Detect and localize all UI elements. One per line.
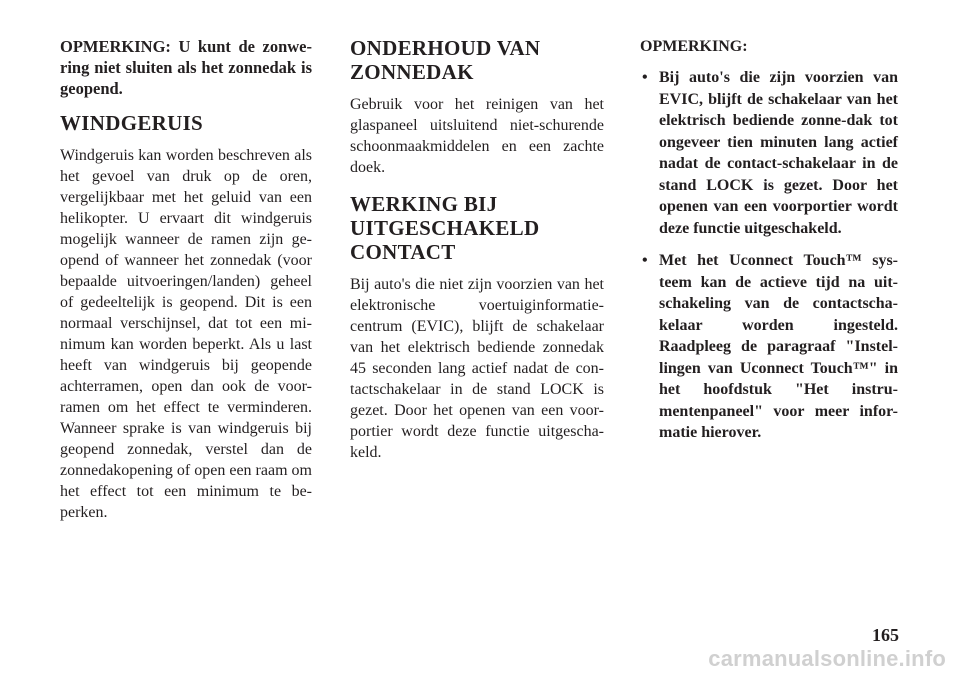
windgeruis-paragraph: Windgeruis kan worden beschreven als het gevoel van druk op de oren, vergelijkbaar met het geluid van een helikopter. U ervaart dit windgeruis mogelijk wanneer de ramen zijn ge-opend of wanneer het zonnedak (voor bepaalde uitvoeringen/landen) geheel of gedeeltelijk is geopend. Dit is een normaal verschijnsel, dat tot een mi-nimum kan worden beperkt. Als u last heeft van windgeruis bij geopende achterramen, open dan ook de voor-ramen om het effect te verminderen. Wanneer sprake is van windgeruis bij geopend zonnedak, verstel dan de zonnedakopening of open een raam om het effect tot een minimum te be-perken. — [60, 147, 312, 521]
list-item — [640, 67, 898, 239]
bullet-icon: • — [642, 69, 648, 86]
onderhoud-heading: ONDERHOUD VAN ZONNEDAK — [350, 36, 541, 84]
list-item — [640, 250, 898, 444]
middle-column — [350, 36, 604, 477]
note-bullet-list — [640, 67, 898, 444]
page-number: 165 — [872, 625, 899, 645]
onderhoud-paragraph: Gebruik voor het reinigen van het glaspaneel uitsluitend niet-schurende schoonmaakmiddelen en een zachte doek. — [350, 96, 604, 176]
bullet-text-evic: Bij auto's die zijn voorzien van EVIC, blijft de schakelaar van het elektrisch bediende zonne-dak tot ongeveer tien minuten lang actief nadat de contact-schakelaar in de stand LOCK is gezet. Door het openen van een voorportier wordt deze functie uitgeschakeld. — [659, 69, 898, 237]
left-column — [60, 36, 312, 537]
right-column — [640, 36, 898, 455]
opmerking-label: OPMERKING: — [640, 38, 748, 55]
windgeruis-heading: WINDGERUIS — [60, 111, 204, 135]
werking-heading: WERKING BIJ UITGESCHAKELD CONTACT — [350, 192, 540, 264]
sunshade-note: OPMERKING: U kunt de zonwe-ring niet sluiten als het zonnedak is geopend. — [60, 37, 312, 98]
bullet-text-uconnect: Met het Uconnect Touch™ sys-teem kan de actieve tijd na uit-schakeling van de contactscha-kelaar worden ingesteld. Raadpleeg de paragraaf "Instel-lingen van Uconnect Touch™" in het hoofdstuk "Het instru-mentenpaneel" voor meer infor-matie hierover. — [659, 252, 898, 441]
watermark: carmanualsonline.info — [708, 646, 946, 671]
werking-paragraph: Bij auto's die niet zijn voorzien van het elektronische voertuiginformatie-centrum (EVIC), blijft de schakelaar van het elektrisch bediende zonnedak 45 seconden lang actief nadat de con-tactschakelaar in de stand LOCK is gezet. Door het openen van een voor-portier wordt deze functie uitgescha-keld. — [350, 276, 604, 461]
bullet-icon: • — [642, 252, 648, 269]
